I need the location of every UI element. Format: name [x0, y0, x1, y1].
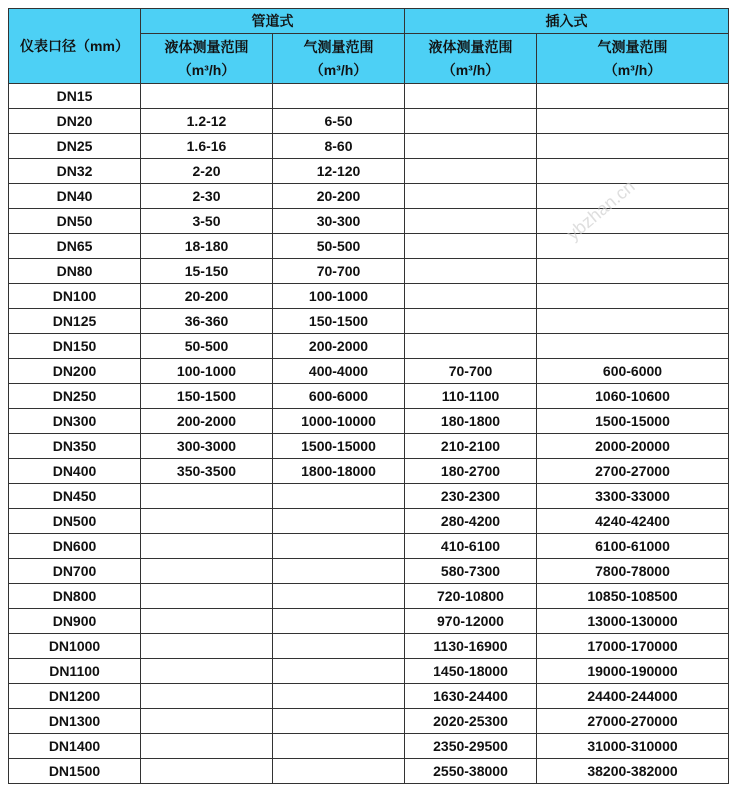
- table-row: [9, 534, 729, 559]
- insert-liquid-cell: 230-2300: [405, 484, 537, 509]
- insert-liquid-cell: 1450-18000: [405, 659, 537, 684]
- pipe-gas-cell: [273, 484, 405, 509]
- pipe-gas-cell: 70-700: [273, 259, 405, 284]
- watermark: ybzhan.cn: [562, 176, 639, 245]
- pipe-gas-cell: 50-500: [273, 234, 405, 259]
- table-row: [9, 384, 729, 409]
- header-row-groups: [9, 9, 729, 34]
- header-pipe-type: 管道式: [141, 9, 405, 34]
- pipe-liquid-cell: [141, 534, 273, 559]
- insert-liquid-cell: 1130-16900: [405, 634, 537, 659]
- pipe-gas-cell: [273, 659, 405, 684]
- header-insertion-type: 插入式: [405, 9, 729, 34]
- meter-size-cell: DN900: [9, 609, 141, 634]
- header-insert-gas: [537, 34, 729, 84]
- meter-size-cell: DN450: [9, 484, 141, 509]
- insert-liquid-cell: 180-1800: [405, 409, 537, 434]
- pipe-gas-cell: 150-1500: [273, 309, 405, 334]
- meter-size-cell: DN32: [9, 159, 141, 184]
- table-row: [9, 84, 729, 109]
- insert-liquid-cell: 180-2700: [405, 459, 537, 484]
- unit: （m³/h）: [309, 61, 368, 78]
- pipe-liquid-cell: [141, 584, 273, 609]
- pipe-liquid-cell: 300-3000: [141, 434, 273, 459]
- pipe-liquid-cell: [141, 709, 273, 734]
- insert-gas-cell: [537, 109, 729, 134]
- table-body: [9, 84, 729, 784]
- pipe-gas-cell: [273, 634, 405, 659]
- meter-size-cell: DN1300: [9, 709, 141, 734]
- table-row: [9, 434, 729, 459]
- insert-liquid-cell: 720-10800: [405, 584, 537, 609]
- table-row: [9, 209, 729, 234]
- insert-gas-cell: [537, 259, 729, 284]
- insert-gas-cell: [537, 334, 729, 359]
- pipe-gas-cell: 200-2000: [273, 334, 405, 359]
- pipe-liquid-cell: [141, 609, 273, 634]
- insert-gas-cell: 600-6000: [537, 359, 729, 384]
- insert-liquid-cell: [405, 184, 537, 209]
- pipe-gas-cell: 6-50: [273, 109, 405, 134]
- insert-liquid-cell: [405, 134, 537, 159]
- insert-liquid-cell: [405, 109, 537, 134]
- insert-gas-cell: 10850-108500: [537, 584, 729, 609]
- insert-liquid-cell: [405, 334, 537, 359]
- pipe-liquid-cell: [141, 659, 273, 684]
- pipe-liquid-cell: [141, 684, 273, 709]
- pipe-liquid-cell: [141, 634, 273, 659]
- table-row: [9, 159, 729, 184]
- header-pipe-gas: [273, 34, 405, 84]
- meter-size-cell: DN500: [9, 509, 141, 534]
- insert-gas-cell: 19000-190000: [537, 659, 729, 684]
- insert-gas-cell: 1500-15000: [537, 409, 729, 434]
- pipe-gas-cell: 1000-10000: [273, 409, 405, 434]
- header-meter-size: 仪表口径（mm）: [9, 9, 141, 84]
- insert-gas-cell: 27000-270000: [537, 709, 729, 734]
- insert-liquid-cell: 280-4200: [405, 509, 537, 534]
- meter-size-cell: DN200: [9, 359, 141, 384]
- table-row: [9, 259, 729, 284]
- insert-gas-cell: 4240-42400: [537, 509, 729, 534]
- pipe-gas-cell: [273, 584, 405, 609]
- pipe-gas-cell: [273, 734, 405, 759]
- insert-liquid-cell: [405, 209, 537, 234]
- table-row: [9, 759, 729, 784]
- pipe-liquid-cell: 1.6-16: [141, 134, 273, 159]
- table-row: [9, 409, 729, 434]
- pipe-gas-cell: [273, 84, 405, 109]
- table-row: [9, 684, 729, 709]
- meter-size-cell: DN20: [9, 109, 141, 134]
- insert-liquid-cell: 70-700: [405, 359, 537, 384]
- label: 液体测量范围: [428, 38, 513, 55]
- insert-gas-cell: 2000-20000: [537, 434, 729, 459]
- meter-size-cell: DN400: [9, 459, 141, 484]
- pipe-liquid-cell: 200-2000: [141, 409, 273, 434]
- pipe-liquid-cell: 150-1500: [141, 384, 273, 409]
- insert-gas-cell: [537, 159, 729, 184]
- table-row: [9, 484, 729, 509]
- pipe-gas-cell: 12-120: [273, 159, 405, 184]
- pipe-liquid-cell: 2-30: [141, 184, 273, 209]
- meter-size-cell: DN1500: [9, 759, 141, 784]
- pipe-gas-cell: 8-60: [273, 134, 405, 159]
- meter-size-cell: DN1100: [9, 659, 141, 684]
- pipe-gas-cell: [273, 509, 405, 534]
- pipe-liquid-cell: 100-1000: [141, 359, 273, 384]
- table-row: [9, 559, 729, 584]
- table-row: [9, 134, 729, 159]
- pipe-liquid-cell: 3-50: [141, 209, 273, 234]
- insert-liquid-cell: 580-7300: [405, 559, 537, 584]
- insert-liquid-cell: 1630-24400: [405, 684, 537, 709]
- insert-gas-cell: 3300-33000: [537, 484, 729, 509]
- unit: （m³/h）: [177, 61, 236, 78]
- header-insert-liquid: [405, 34, 537, 84]
- insert-gas-cell: 13000-130000: [537, 609, 729, 634]
- insert-gas-cell: 1060-10600: [537, 384, 729, 409]
- insert-gas-cell: [537, 234, 729, 259]
- header-pipe-liquid: [141, 34, 273, 84]
- insert-liquid-cell: 2350-29500: [405, 734, 537, 759]
- insert-liquid-cell: 110-1100: [405, 384, 537, 409]
- label: 气测量范围: [303, 38, 374, 55]
- insert-liquid-cell: [405, 309, 537, 334]
- pipe-gas-cell: 1500-15000: [273, 434, 405, 459]
- table-row: [9, 284, 729, 309]
- table-row: [9, 659, 729, 684]
- table-row: [9, 334, 729, 359]
- insert-gas-cell: 17000-170000: [537, 634, 729, 659]
- insert-gas-cell: 31000-310000: [537, 734, 729, 759]
- pipe-gas-cell: 100-1000: [273, 284, 405, 309]
- pipe-liquid-cell: [141, 734, 273, 759]
- table-row: [9, 184, 729, 209]
- pipe-liquid-cell: [141, 559, 273, 584]
- meter-size-cell: DN25: [9, 134, 141, 159]
- pipe-gas-cell: 1800-18000: [273, 459, 405, 484]
- pipe-liquid-cell: [141, 509, 273, 534]
- insert-gas-cell: [537, 284, 729, 309]
- meter-size-cell: DN150: [9, 334, 141, 359]
- pipe-gas-cell: [273, 609, 405, 634]
- meter-size-cell: DN1000: [9, 634, 141, 659]
- table-row: [9, 734, 729, 759]
- pipe-liquid-cell: 20-200: [141, 284, 273, 309]
- table-row: [9, 584, 729, 609]
- pipe-gas-cell: 20-200: [273, 184, 405, 209]
- insert-liquid-cell: 2020-25300: [405, 709, 537, 734]
- meter-size-cell: DN40: [9, 184, 141, 209]
- unit: （m³/h）: [603, 61, 662, 78]
- meter-size-cell: DN50: [9, 209, 141, 234]
- meter-size-cell: DN100: [9, 284, 141, 309]
- pipe-liquid-cell: [141, 759, 273, 784]
- insert-liquid-cell: [405, 84, 537, 109]
- insert-gas-cell: [537, 84, 729, 109]
- table-row: [9, 234, 729, 259]
- label: 气测量范围: [597, 38, 668, 55]
- pipe-gas-cell: [273, 759, 405, 784]
- pipe-liquid-cell: 2-20: [141, 159, 273, 184]
- pipe-liquid-cell: 18-180: [141, 234, 273, 259]
- pipe-liquid-cell: [141, 84, 273, 109]
- meter-size-cell: DN65: [9, 234, 141, 259]
- meter-size-cell: DN125: [9, 309, 141, 334]
- insert-gas-cell: 6100-61000: [537, 534, 729, 559]
- pipe-gas-cell: [273, 559, 405, 584]
- pipe-gas-cell: [273, 684, 405, 709]
- meter-size-cell: DN15: [9, 84, 141, 109]
- table-row: [9, 509, 729, 534]
- table-row: [9, 309, 729, 334]
- meter-size-cell: DN250: [9, 384, 141, 409]
- table-row: [9, 359, 729, 384]
- insert-gas-cell: [537, 309, 729, 334]
- insert-liquid-cell: [405, 159, 537, 184]
- meter-size-cell: DN1400: [9, 734, 141, 759]
- pipe-gas-cell: 600-6000: [273, 384, 405, 409]
- unit: （m³/h）: [441, 61, 500, 78]
- insert-liquid-cell: [405, 259, 537, 284]
- insert-liquid-cell: 210-2100: [405, 434, 537, 459]
- pipe-liquid-cell: 350-3500: [141, 459, 273, 484]
- label: 液体测量范围: [164, 38, 249, 55]
- insert-gas-cell: 7800-78000: [537, 559, 729, 584]
- table-row: [9, 109, 729, 134]
- pipe-gas-cell: 30-300: [273, 209, 405, 234]
- meter-size-cell: DN600: [9, 534, 141, 559]
- pipe-liquid-cell: 1.2-12: [141, 109, 273, 134]
- insert-gas-cell: [537, 134, 729, 159]
- meter-size-cell: DN1200: [9, 684, 141, 709]
- pipe-liquid-cell: 15-150: [141, 259, 273, 284]
- insert-liquid-cell: [405, 234, 537, 259]
- pipe-gas-cell: [273, 709, 405, 734]
- table-row: [9, 634, 729, 659]
- pipe-liquid-cell: 36-360: [141, 309, 273, 334]
- meter-size-cell: DN80: [9, 259, 141, 284]
- insert-liquid-cell: 2550-38000: [405, 759, 537, 784]
- insert-gas-cell: 24400-244000: [537, 684, 729, 709]
- pipe-liquid-cell: 50-500: [141, 334, 273, 359]
- insert-liquid-cell: [405, 284, 537, 309]
- table-row: [9, 459, 729, 484]
- meter-size-cell: DN350: [9, 434, 141, 459]
- insert-gas-cell: 38200-382000: [537, 759, 729, 784]
- insert-liquid-cell: 970-12000: [405, 609, 537, 634]
- insert-gas-cell: [537, 184, 729, 209]
- pipe-gas-cell: [273, 534, 405, 559]
- flow-range-table: [8, 8, 729, 784]
- pipe-gas-cell: 400-4000: [273, 359, 405, 384]
- table-row: [9, 709, 729, 734]
- insert-liquid-cell: 410-6100: [405, 534, 537, 559]
- table-row: [9, 609, 729, 634]
- insert-gas-cell: 2700-27000: [537, 459, 729, 484]
- insert-gas-cell: [537, 209, 729, 234]
- pipe-liquid-cell: [141, 484, 273, 509]
- meter-size-cell: DN300: [9, 409, 141, 434]
- meter-size-cell: DN800: [9, 584, 141, 609]
- meter-size-cell: DN700: [9, 559, 141, 584]
